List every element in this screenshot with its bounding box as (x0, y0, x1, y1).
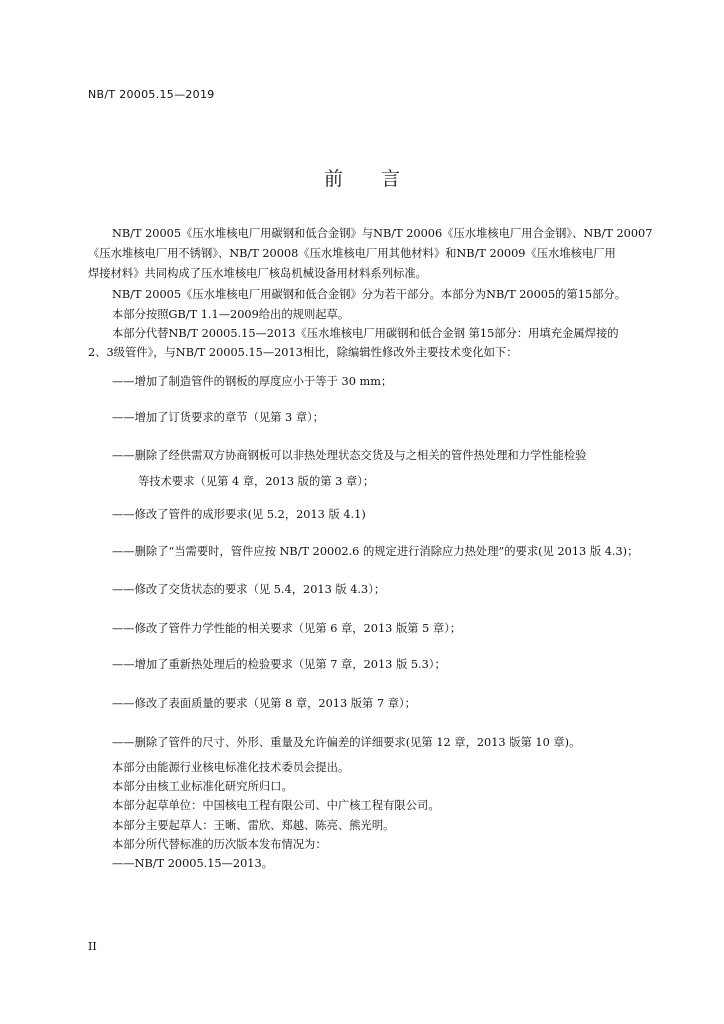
page-number: II (88, 940, 97, 953)
closing-line: 本部分主要起草人：王晰、雷欣、郑越、陈亮、熊光明。 (112, 819, 395, 832)
closing-line: ——NB/T 20005.15—2013。 (112, 857, 273, 870)
change-item: ——修改了管件力学性能的相关要求（见第 6 章，2013 版第 5 章）； (112, 622, 462, 635)
standard-number: NB/T 20005.15—2019 (88, 88, 215, 101)
change-item: ——增加了订货要求的章节（见第 3 章）； (112, 411, 325, 424)
change-item: ——增加了制造管件的钢板的厚度应小于等于 30 mm； (112, 375, 393, 388)
change-item: ——删除了管件的尺寸、外形、重量及允许偏差的详细要求(见第 12 章，2013 版第 10 章)。 (112, 736, 581, 749)
change-item: ——删除了经供需双方协商钢板可以非热处理状态交货及与之相关的管件热处理和力学性能检验 (112, 449, 587, 462)
title-char-2: 言 (381, 168, 401, 190)
change-item-continuation: 等技术要求（见第 4 章，2013 版的第 3 章）； (138, 475, 375, 488)
para-3: 本部分按照GB/T 1.1—2009给出的规则起草。 (112, 308, 350, 321)
title-char-1: 前 (323, 168, 343, 190)
change-item: ——修改了交货状态的要求（见 5.4，2013 版 4.3）； (112, 583, 386, 596)
closing-line: 本部分所代替标准的历次版本发布情况为： (112, 838, 327, 851)
page-title (0, 164, 724, 191)
para-4-line-1: 本部分代替NB/T 20005.15—2013《压水堆核电厂用碳钢和低合金钢 第15部分：用填充金属焊接的 (112, 327, 619, 340)
closing-line: 本部分由能源行业核电标准化技术委员会提出。 (112, 761, 350, 774)
para-4-line-2: 2、3级管件》，与NB/T 20005.15—2013相比，除编辑性修改外主要技术变化如下： (88, 346, 518, 359)
change-item: ——删除了“当需要时，管件应按 NB/T 20002.6 的规定进行消除应力热处理”的要求(见 2013 版 4.3)； (112, 545, 639, 558)
change-item: ——增加了重新热处理后的检验要求（见第 7 章，2013 版 5.3）； (112, 658, 446, 671)
closing-line: 本部分起草单位：中国核电工程有限公司、中广核工程有限公司。 (112, 799, 440, 812)
change-item: ——修改了表面质量的要求（见第 8 章，2013 版第 7 章）； (112, 697, 416, 710)
para-2: NB/T 20005《压水堆核电厂用碳钢和低合金钢》分为若干部分。本部分为NB/T 20005的第15部分。 (112, 288, 626, 301)
para-1-line-2: 《压水堆核电厂用不锈钢》、NB/T 20008《压水堆核电厂用其他材料》和NB/T 20009《压水堆核电厂用 (88, 247, 616, 260)
para-1-line-3: 焊接材料》共同构成了压水堆核电厂核岛机械设备用材料系列标准。 (88, 267, 427, 280)
closing-line: 本部分由核工业标准化研究所归口。 (112, 780, 293, 793)
para-1-line-1: NB/T 20005《压水堆核电厂用碳钢和低合金钢》与NB/T 20006《压水堆核电厂用合金钢》、NB/T 20007 (112, 227, 653, 240)
change-item: ——修改了管件的成形要求(见 5.2，2013 版 4.1) (112, 508, 366, 521)
